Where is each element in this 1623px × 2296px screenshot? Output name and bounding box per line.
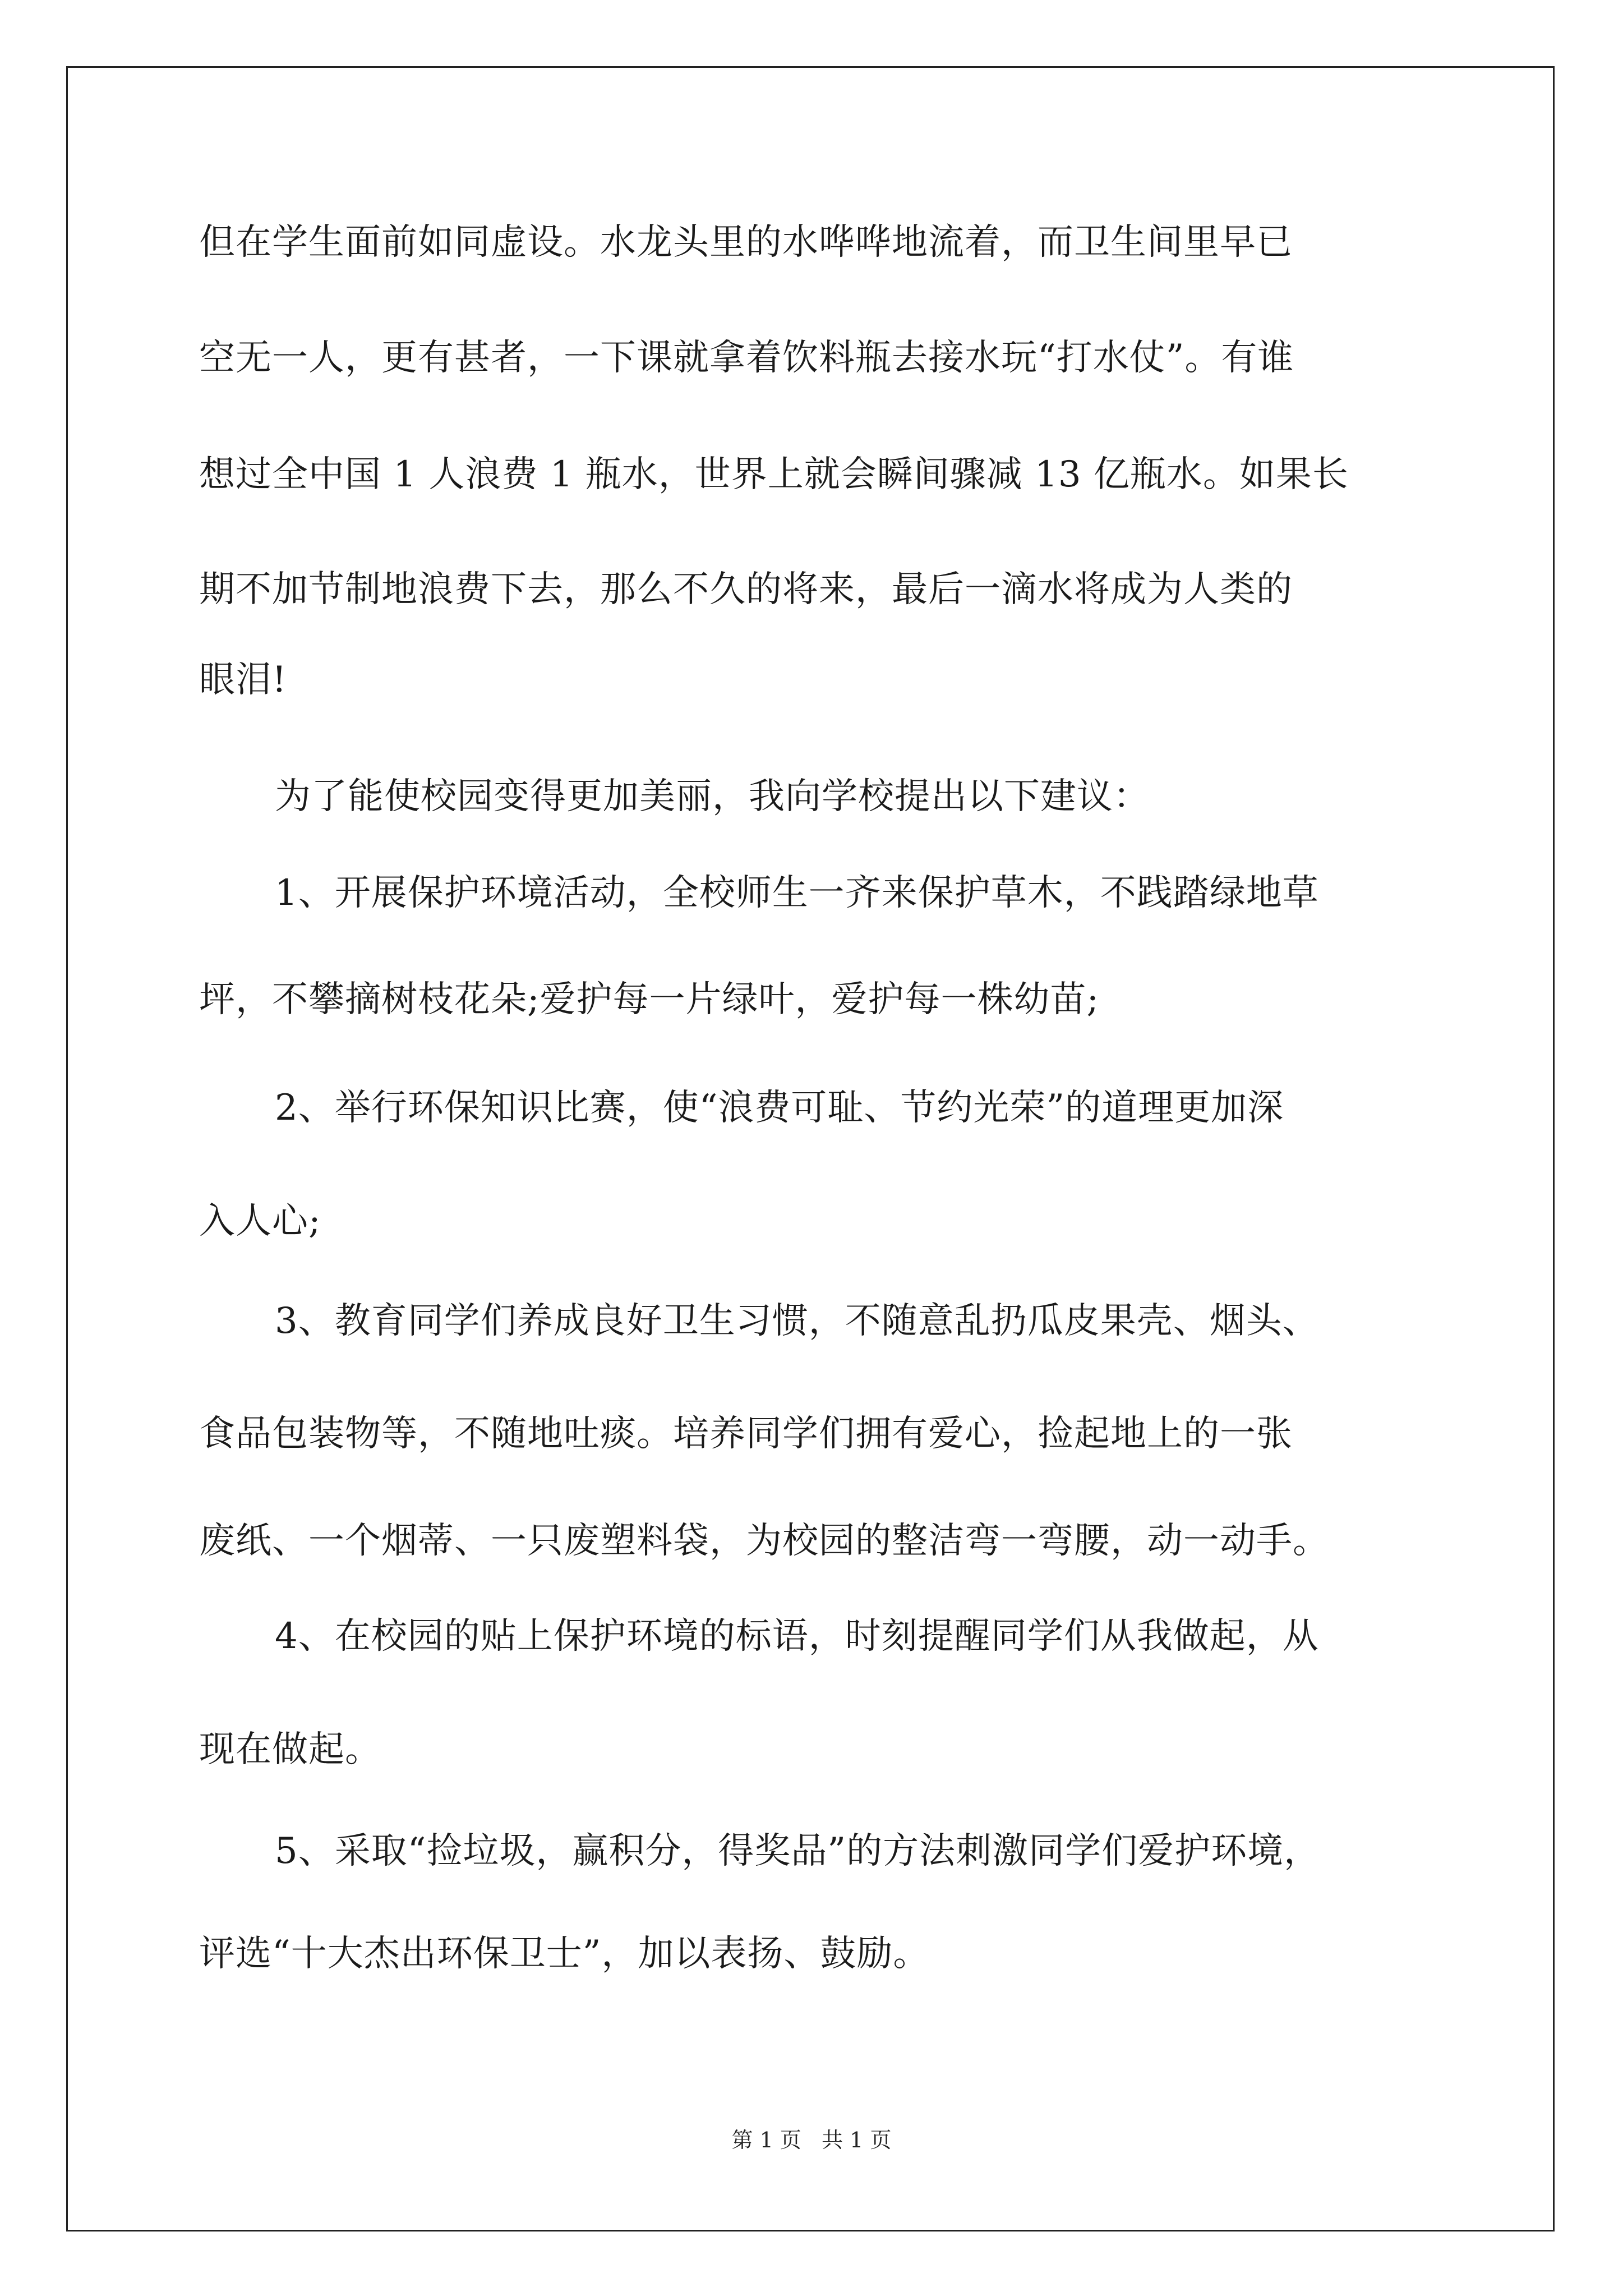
page-number-footer: 第 1 页 共 1 页 <box>731 2128 892 2152</box>
body-line: 空无一人，更有甚者，一下课就拿着饮料瓶去接水玩“打水仗”。有谁 <box>199 337 1294 379</box>
body-line: 期不加节制地浪费下去，那么不久的将来，最后一滴水将成为人类的 <box>199 569 1293 610</box>
body-line: 坪，不攀摘树枝花朵;爱护每一片绿叶，爱护每一株幼苗; <box>199 979 1100 1020</box>
body-line: 入人心; <box>199 1200 321 1242</box>
body-line: 想过全中国 1 人浪费 1 瓶水，世界上就会瞬间骤减 13 亿瓶水。如果长 <box>199 454 1349 495</box>
body-line: 4、在校园的贴上保护环境的标语，时刻提醒同学们从我做起，从 <box>275 1616 1319 1657</box>
body-line: 现在做起。 <box>199 1729 381 1770</box>
body-line: 眼泪! <box>199 659 287 701</box>
body-line: 食品包装物等，不随地吐痰。培养同学们拥有爱心，捡起地上的一张 <box>199 1413 1293 1455</box>
body-line: 1、开展保护环境活动，全校师生一齐来保护草木，不践踏绿地草 <box>275 872 1319 914</box>
body-line: 2、举行环保知识比赛，使“浪费可耻、节约光荣”的道理更加深 <box>275 1087 1284 1129</box>
body-line: 但在学生面前如同虚设。水龙头里的水哗哗地流着，而卫生间里早已 <box>199 222 1293 263</box>
body-line: 为了能使校园变得更加美丽，我向学校提出以下建议： <box>275 776 1150 817</box>
body-line: 废纸、一个烟蒂、一只废塑料袋，为校园的整洁弯一弯腰，动一动手。 <box>199 1520 1329 1562</box>
body-line: 5、采取“捡垃圾，赢积分，得奖品”的方法刺激同学们爱护环境， <box>275 1830 1321 1872</box>
body-line: 评选“十大杰出环保卫士”，加以表扬、鼓励。 <box>199 1933 930 1975</box>
body-line: 3、教育同学们养成良好卫生习惯，不随意乱扔瓜皮果壳、烟头、 <box>275 1300 1319 1342</box>
page-border <box>66 66 1555 2231</box>
